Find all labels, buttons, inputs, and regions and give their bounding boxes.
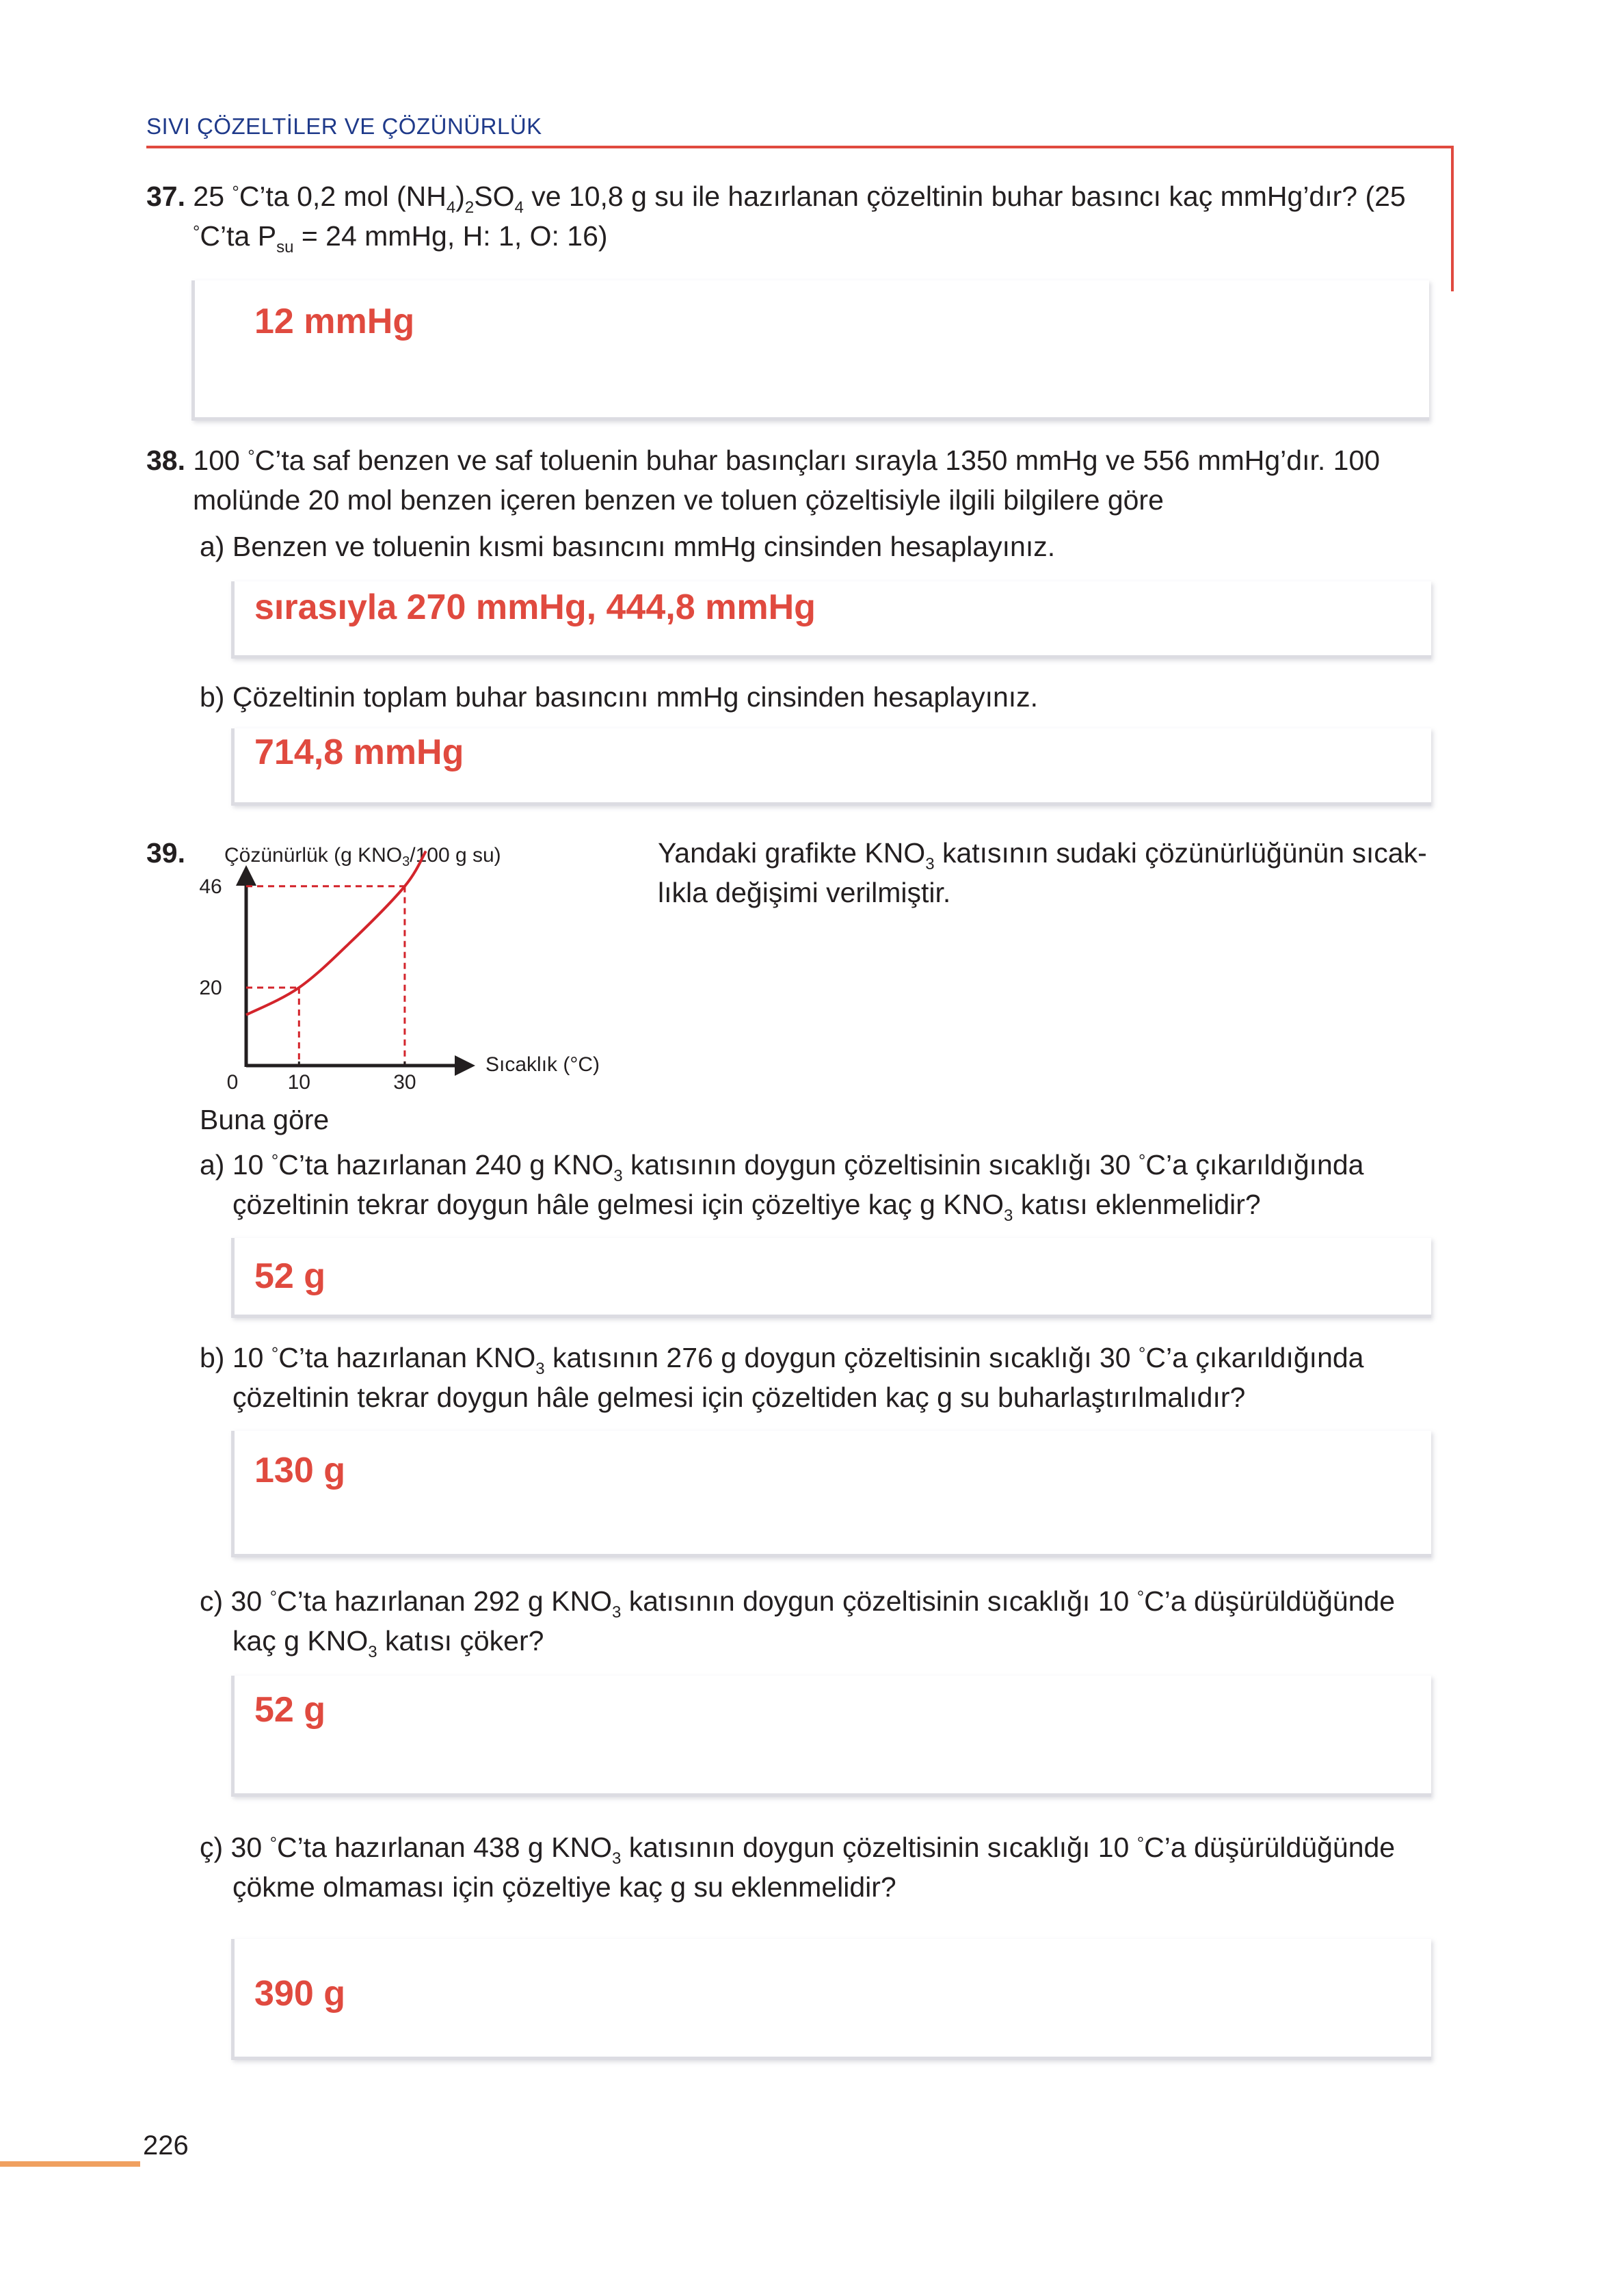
q38-a-prompt: a) Benzen ve toluenin kısmi basıncını mmHg cinsinden hesaplayınız.	[200, 531, 1056, 562]
x-axis-label: Sıcaklık (°C)	[485, 1053, 600, 1076]
page-number: 226	[143, 2130, 189, 2161]
q39-d-answer: 390 g	[254, 1974, 345, 2014]
q38-line-1: 38. 100 °C’ta saf benzen ve saf toluenin buhar basınçları sırayla 1350 mmHg ve 556 mmHg’dır. 100	[146, 445, 1381, 476]
q39-a-line-1: a) 10 °C’ta hazırlanan 240 g $KNO_3$ katısının doygun çözeltisinin sıcaklığı 30 °C’a çıkarıldığında	[200, 1149, 1364, 1185]
q38-a-answer: sırasıyla 270 mmHg, 444,8 mmHg	[254, 588, 816, 627]
q39-d-line-2: çökme olmaması için çözeltiye kaç g su eklenmelidir?	[232, 1871, 896, 1903]
q39-number: 39.	[146, 837, 185, 869]
y-tick-20: 20	[199, 977, 222, 999]
q39-a-answer-box	[231, 1238, 1431, 1318]
q39-b-answer-box	[231, 1431, 1431, 1557]
q39-side-line-1: Yandaki grafikte $KNO_3$ katısının sudaki çözünürlüğünün sıcak-	[658, 837, 1427, 873]
q39-d-answer-box	[231, 1939, 1431, 2060]
q38-b-answer: 714,8 mmHg	[254, 733, 464, 772]
q39-b-line-2: çözeltinin tekrar doygun hâle gelmesi için çözeltiden kaç g su buharlaştırılmalıdır?	[232, 1382, 1246, 1413]
q39-a-line-2: çözeltinin tekrar doygun hâle gelmesi için çözeltiye kaç g $KNO_3$ katısı eklenmelidir?	[232, 1189, 1261, 1225]
x-tick-30: 30	[393, 1071, 416, 1094]
q39-c-line-2: kaç g $KNO_3$ katısı çöker?	[232, 1625, 544, 1661]
q37-line-1: 37. 25 °C’ta 0,2 mol $(NH_4)_2SO_4$ ve 10,8 g su ile hazırlanan çözeltinin buhar basıncı kaç mmHg’dır? (25	[146, 181, 1406, 217]
y-tick-46: 46	[199, 875, 222, 898]
q39-lead: Buna göre	[200, 1104, 330, 1135]
q39-b-line-1: b) 10 °C’ta hazırlanan $KNO_3$ katısının 276 g doygun çözeltisinin sıcaklığı 30 °C’a çıkarıldığında	[200, 1342, 1364, 1378]
header-vertical-rule	[1451, 146, 1454, 291]
q39-c-answer-box	[231, 1676, 1431, 1797]
section-title: SIVI ÇÖZELTİLER VE ÇÖZÜNÜRLÜK	[146, 114, 542, 139]
q39-a-answer: 52 g	[254, 1256, 326, 1296]
solubility-chart	[191, 834, 629, 1094]
solubility-curve	[246, 852, 426, 1015]
y-axis-label: Çözünürlük (g $KNO_3/100$ g su)	[224, 844, 501, 869]
header-rule	[146, 146, 1454, 148]
q39-c-line-1: c) 30 °C’ta hazırlanan 292 g $KNO_3$ katısının doygun çözeltisinin sıcaklığı 10 °C’a düşürüldüğünde	[200, 1585, 1396, 1622]
q39-side-line-2: lıkla değişimi verilmiştir.	[658, 877, 951, 908]
footer-bar	[0, 2161, 140, 2167]
q37-number: 37.	[146, 181, 185, 212]
q39-d-line-1: ç) 30 °C’ta hazırlanan 438 g $KNO_3$ katısının doygun çözeltisinin sıcaklığı 10 °C’a düşürüldüğünde	[200, 1832, 1396, 1868]
q38-number: 38.	[146, 445, 185, 476]
origin-label: 0	[226, 1071, 239, 1094]
q39-number-line	[146, 833, 185, 873]
q39-b-answer: 130 g	[254, 1451, 345, 1490]
q37-line-2: °C’ta $P_{su} = 24$ mmHg, H: 1, O: 16)	[193, 220, 608, 256]
q37-answer: 12 mmHg	[254, 302, 415, 341]
q38-b-prompt: b) Çözeltinin toplam buhar basıncını mmHg cinsinden hesaplayınız.	[200, 681, 1039, 713]
x-tick-10: 10	[287, 1071, 310, 1094]
q39-c-answer: 52 g	[254, 1690, 326, 1730]
q38-line-2: molünde 20 mol benzen içeren benzen ve toluen çözeltisiyle ilgili bilgilere göre	[193, 484, 1164, 516]
